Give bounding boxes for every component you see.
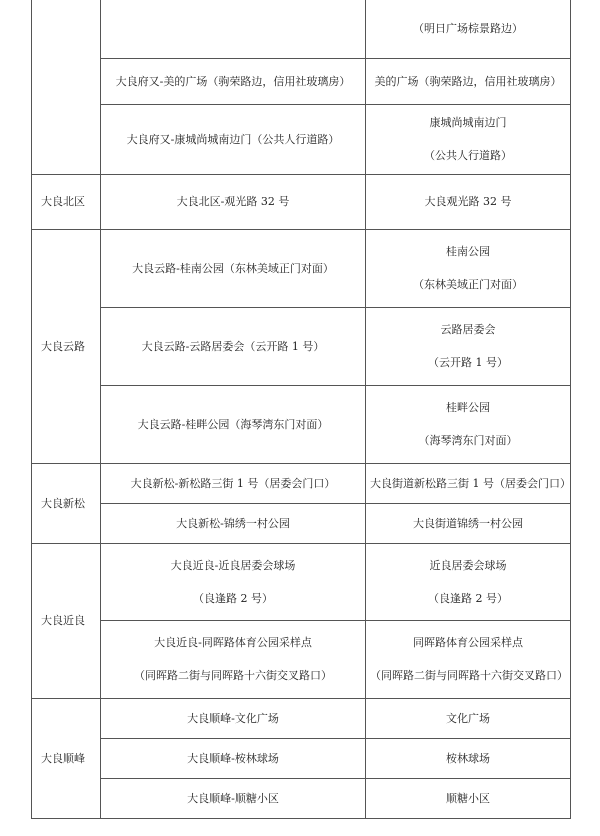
site-name-cell: 大良顺峰-顺糖小区 [101,778,366,818]
table-row [32,385,571,463]
table-row [32,543,571,620]
table-row [32,738,571,778]
address-cell: 顺糖小区 [366,778,571,818]
site-name-cell: 大良府又-美的广场（驹荣路边，信用社玻璃房） [101,58,366,104]
district-cell: 大良顺峰 [32,698,101,818]
table-row [32,229,571,307]
address-cell: （明日广场棕景路边） [366,0,571,58]
table-row [32,620,571,698]
table-row [32,778,571,818]
site-name-cell: 大良新松-新松路三街 1 号（居委会门口） [101,463,366,503]
table-row [32,503,571,543]
site-name-cell: 大良顺峰-文化广场 [101,698,366,738]
address-cell: 桉林球场 [366,738,571,778]
site-name-cell: 大良云路-桂畔公园（海琴湾东门对面） [101,385,366,463]
address-cell: 大良观光路 32 号 [366,174,571,229]
address-cell: 美的广场（驹荣路边，信用社玻璃房） [366,58,571,104]
table-row [32,307,571,385]
district-cell: 大良云路 [32,229,101,463]
district-cell [32,0,101,174]
address-cell: 康城尚城南边门 （公共人行道路） [366,104,571,174]
site-name-cell: 大良近良-近良居委会球场 （良逢路 2 号） [101,543,366,620]
district-cell: 大良新松 [32,463,101,543]
address-cell: 云路居委会 （云开路 1 号） [366,307,571,385]
sampling-sites-table [31,0,571,819]
site-name-cell [101,0,366,58]
document-page [31,0,570,820]
district-cell: 大良北区 [32,174,101,229]
table-row [32,698,571,738]
address-cell: 大良街道新松路三街 1 号（居委会门口） [366,463,571,503]
site-name-cell: 大良顺峰-桉林球场 [101,738,366,778]
address-cell: 桂畔公园 （海琴湾东门对面） [366,385,571,463]
address-cell: 文化广场 [366,698,571,738]
site-name-cell: 大良云路-云路居委会（云开路 1 号） [101,307,366,385]
site-name-cell: 大良府又-康城尚城南边门（公共人行道路） [101,104,366,174]
address-cell: 大良街道锦绣一村公园 [366,503,571,543]
table-row [32,174,571,229]
address-cell: 同晖路体育公园采样点 （同晖路二街与同晖路十六街交叉路口） [366,620,571,698]
district-cell: 大良近良 [32,543,101,698]
table-row [32,58,571,104]
site-name-cell: 大良北区-观光路 32 号 [101,174,366,229]
table-row [32,104,571,174]
table-row [32,0,571,58]
table-row [32,463,571,503]
address-cell: 近良居委会球场 （良逢路 2 号） [366,543,571,620]
address-cell: 桂南公园 （东林美域正门对面） [366,229,571,307]
site-name-cell: 大良近良-同晖路体育公园采样点 （同晖路二街与同晖路十六街交叉路口） [101,620,366,698]
site-name-cell: 大良新松-锦绣一村公园 [101,503,366,543]
site-name-cell: 大良云路-桂南公园（东林美域正门对面） [101,229,366,307]
